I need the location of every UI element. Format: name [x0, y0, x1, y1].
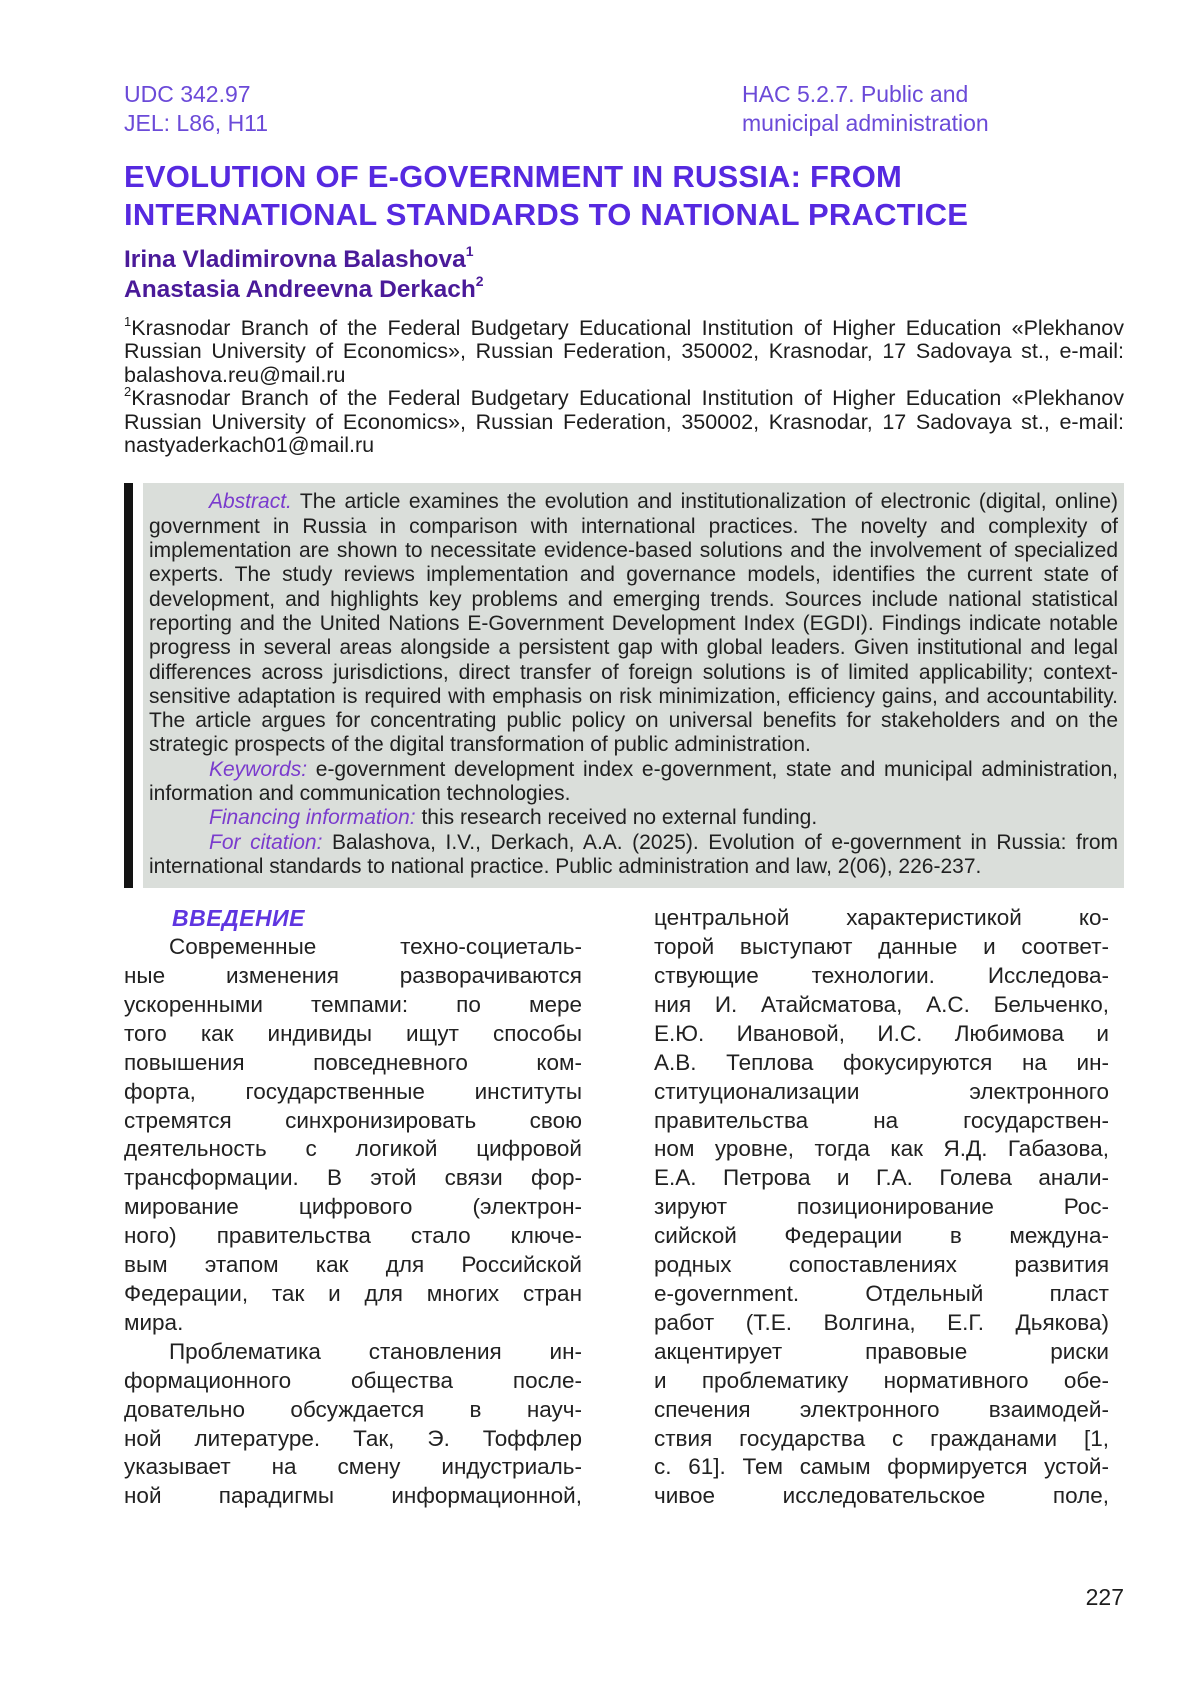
text-line: стремятся синхронизировать свою [124, 1107, 582, 1133]
text-line: зируют позиционирование Рос- [654, 1194, 1109, 1220]
text-line: деятельность с логикой цифровой [124, 1136, 582, 1162]
text-line: ные изменения разворачиваются [124, 963, 582, 988]
text-line: спечения электронного взаимодей- [654, 1396, 1109, 1422]
abstract-paragraph: Abstract. The article examines the evolution and institutionalization of electronic (digital, online) government in Russia in comparison with international practices. The novelty and complexity of implementation are shown to necessitate evidence-based solutions and the involvement of specialized experts. The study reviews implementation and governance models, identifies the current state of development, and highlights key problems and emerging trends. Sources include national statistical reporting and the United Nations E-Government Development Index (EGDI). Findings indicate notable progress in several areas alongside a persistent gap with global leaders. Given institutional and legal differences across jurisdictions, direct transfer of foreign solutions is of limited applicability; context-sensitive adaptation is required with emphasis on risk minimization, efficiency gains, and accountability. The article argues for concentrating public policy on universal benefits for stakeholders and on the strategic prospects of the digital transformation of public administration. [149, 490, 1118, 757]
text-line: торой выступают данные и соответ- [654, 934, 1109, 960]
text-line: трансформации. В этой связи фор- [124, 1165, 582, 1191]
keywords-paragraph: Keywords: e-government development index e-government, state and municipal administration, information and communication technologies. [149, 757, 1118, 805]
introduction-section [124, 904, 1124, 1511]
text-line: Современные техно-социеталь- [169, 934, 582, 960]
text-line: центральной характеристикой ко- [654, 905, 1109, 931]
text-line: повышения повседневного ком- [124, 1049, 582, 1075]
text-line: форта, государственные институты [124, 1078, 582, 1104]
udc-code: UDC 342.97 [124, 81, 251, 107]
text-line: Проблематика становления ин- [169, 1338, 582, 1364]
keywords-label: Keywords: [209, 757, 308, 781]
text-line: ствующие технологии. Исследова- [654, 963, 1109, 988]
text-line: родных сопоставлениях развития [654, 1252, 1109, 1278]
intro-left-column [124, 904, 582, 1511]
text-line: работ (Т.Е. Волгина, Е.Г. Дьякова) [654, 1309, 1109, 1335]
text-line: мирование цифрового (электрон- [124, 1194, 582, 1220]
text-line: ституционализации электронного [654, 1078, 1109, 1104]
text-line: А.В. Теплова фокусируются на ин- [654, 1049, 1109, 1075]
affiliation: $^1$Krasnodar Branch of the Federal Budgetary Educational Institution of Higher Education «Plekhanov Russian University of Economics», Russian Federation, 350002, Krasnodar, 17 Sadovaya st., e-mail: balashova.reu@mail.ru [124, 313, 1124, 387]
authors [124, 242, 1124, 305]
text-line: ного) правительства стало ключе- [124, 1223, 582, 1249]
header-left [124, 80, 268, 138]
text-line: с. 61]. Тем самым формируется устой- [654, 1454, 1109, 1480]
page-number: 227 [1085, 1584, 1124, 1610]
text-line: Е.А. Петрова и Г.А. Голева анали- [654, 1165, 1109, 1191]
abstract-label: Abstract. [209, 490, 292, 514]
hac-line-2: municipal administration [742, 110, 989, 136]
abstract-side-bar [124, 483, 133, 888]
hac-classification [742, 80, 989, 138]
text-line: того как индивиды ищут способы [124, 1020, 582, 1046]
text-line: чивое исследовательское поле, [654, 1483, 1109, 1509]
text-line: сийской Федерации в междуна- [654, 1223, 1109, 1249]
text-line: формационного общества после- [124, 1367, 582, 1393]
author-name [124, 272, 1124, 305]
introduction-heading: ВВЕДЕНИЕ [172, 905, 306, 932]
citation-paragraph: For citation: Balashova, I.V., Derkach, A.A. (2025). Evolution of e-government in Russia: from international standards to national practice. Public administration and law, 2(06), 226-237. [149, 830, 1118, 878]
text-line: ускоренными темпами: по мере [124, 991, 582, 1017]
text-line: указывает на смену индустриаль- [124, 1454, 582, 1480]
text-line: e-government. Отдельный пласт [654, 1280, 1109, 1306]
financing-paragraph: Financing information: this research received no external funding. [209, 806, 818, 830]
affiliation-marker: 2 [124, 384, 132, 400]
author-affiliation-marker: 1 [465, 242, 474, 259]
author-name-text: Anastasia Andreevna Derkach [124, 276, 476, 303]
text-line: вым этапом как для Российской [124, 1252, 582, 1278]
jel-code: JEL: L86, H11 [124, 110, 269, 136]
text-line: ния И. Атайсматова, А.С. Бельченко, [654, 991, 1109, 1017]
page-header [124, 80, 1124, 138]
financing-label: Financing information: [209, 806, 416, 830]
text-line: Е.Ю. Ивановой, И.С. Любимова и [654, 1020, 1109, 1046]
hac-line-1: HAC 5.2.7. Public and [742, 81, 969, 107]
text-line: и проблематику нормативного обе- [654, 1367, 1109, 1393]
page-content [124, 80, 1124, 1511]
text-line: акцентирует правовые риски [654, 1338, 1109, 1364]
affiliation: $^2$Krasnodar Branch of the Federal Budgetary Educational Institution of Higher Education «Plekhanov Russian University of Economics», Russian Federation, 350002, Krasnodar, 17 Sadovaya st., e-mail: nastyaderkach01@mail.ru [124, 384, 1124, 458]
abstract-block [124, 483, 1124, 888]
text-line: ствия государства с гражданами [1, [654, 1425, 1109, 1451]
affiliations [124, 313, 1124, 458]
author-name [124, 242, 1124, 275]
article-title: EVOLUTION OF E-GOVERNMENT IN RUSSIA: FROM INTERNATIONAL STANDARDS TO NATIONAL PRACTICE [124, 159, 969, 232]
text-line: довательно обсуждается в науч- [124, 1396, 582, 1422]
text-line: мира. [124, 1309, 184, 1335]
text-line: ной литературе. Так, Э. Тоффлер [124, 1425, 582, 1451]
text-line: ной парадигмы информационной, [124, 1483, 582, 1509]
affiliation-marker: 1 [124, 313, 132, 329]
author-affiliation-marker: 2 [475, 272, 484, 289]
text-line: ном уровне, тогда как Я.Д. Габазова, [654, 1136, 1109, 1162]
text-line: Федерации, так и для многих стран [124, 1280, 582, 1306]
abstract-box [143, 483, 1124, 888]
citation-label: For citation: [209, 830, 323, 854]
author-name-text: Irina Vladimirovna Balashova [124, 246, 466, 273]
text-line: правительства на государствен- [654, 1107, 1109, 1133]
intro-right-column [654, 904, 1109, 1511]
